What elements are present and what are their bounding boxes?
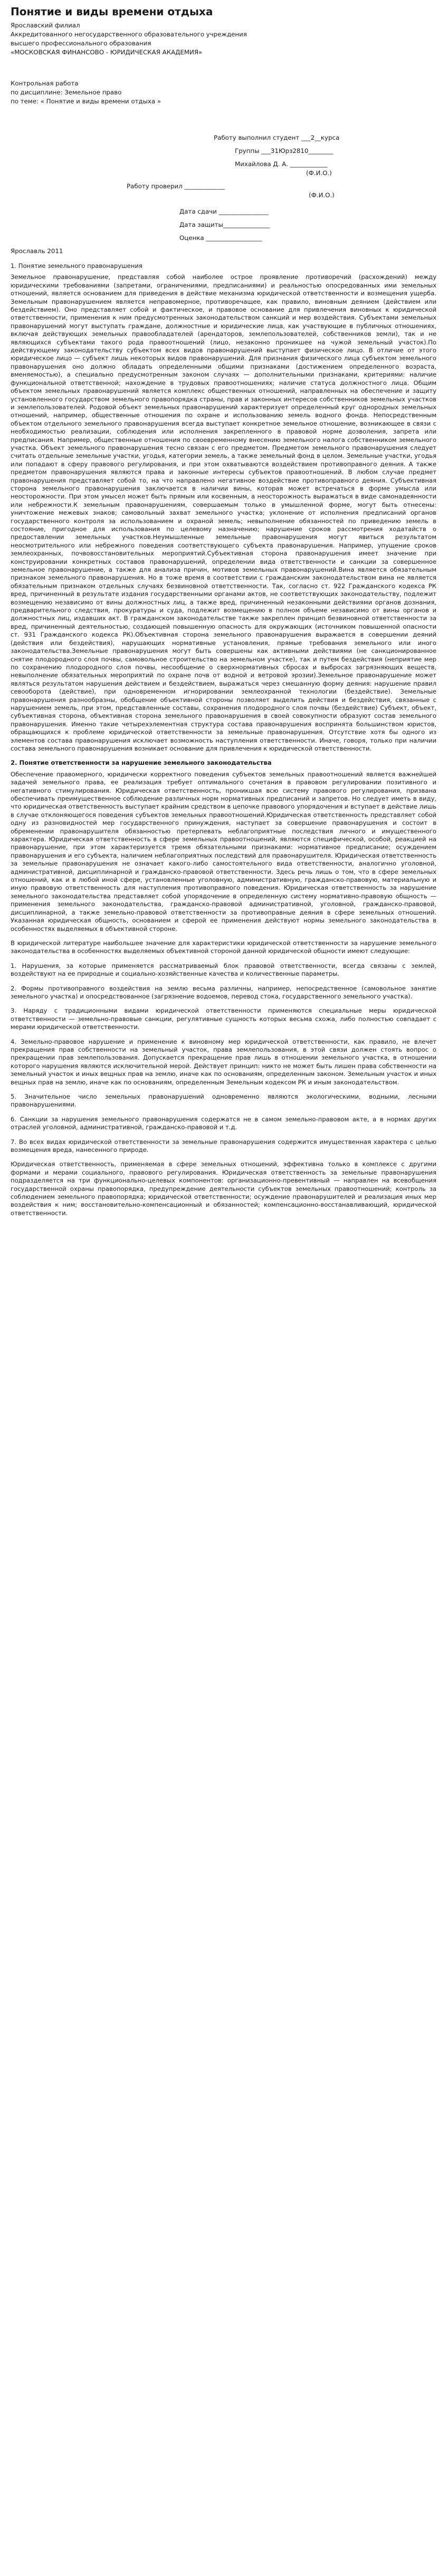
cover-student: Работу выполнил студент ___2__курса (214, 134, 340, 141)
cover-branch: Ярославский филиал (11, 22, 80, 29)
section2-final-paragraph: Юридическая ответственность, применяемая в сфере земельных отношений, эффективна только в комплексе с другими формами и мерами социального, правового регулирования. Юридическая ответственность за земельные правонарушения подразделяется на три функционально-целевых компонентов: организационно-превентивный — направлен на всевобщения государственной охраны правопорядка, предупреждение деятельности субъектов земельных правоотношений; контроль за соблюдением земельного правопорядка; юридической ответственности; осуждение правонарушителей и реализация иных мер воздействия к ним; восстановительно-компенсационный и обязанностей; компенсационно-восстанавливающий, юридической ответственности. (11, 1160, 436, 1217)
cover-date-defense: Дата защиты_______________ (179, 221, 270, 228)
cover-grade: Оценка __________________ (179, 234, 262, 242)
cover-checker-fio: (Ф.И.О.) (309, 191, 335, 199)
section2-list-item: 6. Санкции за нарушения земельного правонарушения содержатся не в самом земельно-правовом акте, а в нормах других отраслей уголовной, административной, гражданско-правовой и т.д. (11, 1115, 436, 1131)
document-title: Понятие и виды времени отдыха (11, 5, 213, 18)
section1-heading: 1. Понятие земельного правонарушения (11, 262, 142, 270)
section2-paragraph: В юридической литературе наибольшее значение для характеристики юридической ответственности за нарушение земельного законодательства в особенностях выделяемых объективной стороной данной юридической общности имеют следующие: (11, 939, 436, 955)
section1-paragraph: Земельное правонарушение, представляя собой наиболее острое проявление противоречий (расхождений) между юридическими требованиями (запретами, ограничениями, предписаниями) и реальностью опосредованных ими земельных отношений, является основанием для приведения в действие механизма юридической ответственности и возмещения ущерба. Земельным правонарушением является неправомерное, противоречащее, как правило, виновным деянием (действием или бездействием). Оно представляет собой и фактическое, и правовое основание для привлечения виновных к юридической ответственности, применения к ним предусмотренных законодательством санкций и мер воздействия. Субъектами земельных правонарушений могут выступать граждане, должностные и юридические лица, как участвующие в публичных отношениях, включая действующих земельных правообладателей (арендаторов, землепользователей, собственников земли), так и не являющихся субъектами такого рода правоотношений (лицо, незаконно проникшее на чужой земельный участок).По действующему законодательству субъектом всех видов правонарушений выступает физическое лицо. В отличие от этого юридическое лицо — субъект лишь некоторых видов правонарушений. Для признания физического лица субъектом земельного правонарушения оно должно обладать определенными общими признаками (достижением определенного возраста, вменяемостью), а специально предусмотренным законом случаях — дополнительными признаками, критериями: наличие функциональной ответственной; нахождение в трудовых правоотношениях; наличие статуса должностного лица. Общим объектом земельных правонарушений является комплекс общественных отношений, направленных на обеспечение и защиту установленного государством земельного правопорядка страны, прав и законных интересов собственников земельных участков и землепользователей. Родовой объект земельных правонарушений характеризует определенный круг однородных земельных отношений, например, общественные отношения по охране и использованию земель водного фонда. Непосредственным объектом отдельного земельного правонарушения всегда выступает конкретное земельное отношение, возникающее в связи с необходимостью реализации, соблюдения или исполнения закрепленного в правовой норме дозволения, запрета или предписания. Например, общественные отношения по своевременному внесению земельного налога собственником земельного участка. Объект земельного правонарушения тесно связан с его предметом. Предметом земельного правонарушения следует считать отдельные земельные участки, угодья, категории земель, а также земельный фонд в целом. Земельные участки, угодья или попадают в сферу правового регулирования, и при этом охватываются воздействием противоправного деяния. А также предметом правонарушения являются права и законные интересы субъектов правоотношений. В любом случае предмет правонарушения представляет собой то, на что направлено негативное воздействие противоправного деяния. Субъективная сторона земельного правонарушения заключается в наличии вины, которая может встречаться в форме умысла или неосторожности. При этом умысел может быть прямым или косвенным, а неосторожность выражаться в виде самонадеянности или небрежности.К земельным правонарушениям, совершаемым только в умышленной форме, могут быть отнесены: уничтожение межевых знаков; самовольный захват земельного участка; уклонение от исполнения предписаний органов государственного контроля за использованием и охраной земель; невыполнение обязанностей по приведению земель в состояние, пригодное для использования по целевому назначению; нарушение сроков рассмотрения ходатайств о предоставлении земельных участков.Неумышленные земельные правонарушения могут явиться результатом неосмотрительного или небрежного поведения соответствующего субъекта правонарушения. Например, упущение сроков землеохранных, почвовосстановительных мероприятий.Субъективная сторона правонарушения имеет значение при конструировании конкретных составов правонарушений, определении вида ответственности и санкции за совершенное земельное правонарушение, а также для анализа причин, мотивов земельных правонарушений.Вина является обязательным признаком земельного правонарушения. Но в тоже время в соответствии с гражданским законодательством вина не является обязательным признаком отдельных случаях безвиновной ответственности. Так, согласно ст. 922 Гражданского кодекса РК вред, причиненный в результате издания государственными органами актов, не соответствующих законодательству, подлежит возмещению независимо от вины должностных лиц, а также вред, причиненный незаконными действиями органов дознания, предварительного следствия, прокуратуры и суда, подлежит возмещению в полном объеме независимо от вины органов и должностных лиц, издавших акт. В гражданском законодательстве также закреплен принцип безвиновной ответственности за вред, причиненный деятельностью, создающей повышенную опасность для окружающих (источником повышенной опасности ст. 931 Гражданского кодекса РК).Объективная сторона земельного правонарушения выражается в совершении деяний (действия или бездействия), нарушающих нормативные установления, прямые требования земельного или иного законодательства.Земельные правонарушения могут быть совершены как активными действиями (не санкционированное снятие плодородного слоя почвы, самовольное строительство на земельном участке), так и путем бездействия (неприятие мер по сохранению плодородного слоя почвы, несообщение о сверхнормативных сбросах и выбросах загрязняющих веществ, невыполнение обязательных мероприятий по охране почв от водной и ветровой эрозии).Земельное правонарушение может являться результатом нарушения действием и бездействием, выражаться через смешанную форму деяния: нарушение правил севооборота (действие), при одновременном игнорировании землеохранной технологии (бездействие). Земельные правонарушения разнообразны, обобщение объективной стороны позволяет выделить действия и бездействия, связанные с нарушением земель, при этом, представленные составы, сохранения плодородного слоя почвы (бездействие) Субъект, объект, субъективная сторона, объективная сторона земельного правонарушения в своей совокупности образуют состав земельного правонарушения. Именно такие четырехэлементная структура состава правонарушения воспринята большинством юристов, обращающихся к проблеме юридической ответственности за земельные правонарушения. Отсутствие хотя бы одного из элементов состава правонарушения исключает возможность наступления ответственности. Иначе, говоря, только при наличии состава земельного правонарушения возникает основание для привлечения к юридической ответственности. (11, 273, 436, 752)
cover-accreditation: Аккредитованного негосударственного образовательного учреждения (11, 31, 247, 38)
cover-author-block (214, 133, 436, 178)
cover-student-fio: (Ф.И.О.) (306, 169, 332, 177)
cover-discipline: по дисциплине: Земельное право (11, 89, 122, 96)
section2-list-item: 7. Во всех видах юридической ответственности за земельные правонарушения содержится имущественная характера с целью возмещения вреда, нанесенного природе. (11, 1138, 436, 1154)
cover-group: Группы ___31Юрз2810________ (235, 147, 334, 155)
cover-dates-block (179, 207, 436, 243)
section2-paragraph: Обеспечение правомерного, юридически корректного поведения субъектов земельных правоотношений является важнейшей задачей земельного права, ее реализация требует оптимального сочетания в правовом регулировании позитивного и негативного стимулирования. Юридическая ответственность, проникшая всю систему правового регулирования, призвана обеспечивать преимущественное соблюдение различных норм нормативных предписаний и запретов. Но следует иметь в виду, что юридическая ответственность выступает крайним средством в цепочке правового упорядочения и вступает в действие лишь в случае отклоняющегося поведения субъектов земельных правоотношений.Юридическая ответственность представляет собой одну из разновидностей мер государственного принуждения, наступает за совершение правонарушения и состоит в обременении правонарушителя обязанностью претерпевать неблагоприятные последствия личного и имущественного характера. Юридическая ответственность в сфере земельных правоотношений, являются специфической, особой, реакцией на правонарушение, при этом характеризуется тремя обязательными признаками: нормативное предписание; осуждением правонарушения и его субъекта, наличием неблагоприятных последствий для правонарушителя. Юридическая ответственность за земельные правонарушения не означает какого-либо самостоятельного вида ответственности, аналогично уголовной, административной, дисциплинарной и гражданско-правовой ответственности. Здесь речь лишь о том, что в сфере земельных отношений, как и в любой иной сфере, установленные уголовную, административную, гражданско-правовую, материальную и иную правовую ответственность для наступления противоправного поведения. Юридическая ответственность за нарушение земельного законодательства представляет собой упорядочение в определенную систему нормативно-правовую общность — применения земельного законодательства, гражданско-правовой административной, уголовной, гражданско-правовой, дисциплинарной, а также земельно-правовой ответственности за противоправные деяния в сфере земельных отношений. Указанная юридическая общность, основанием и сферой ее применения действуют нормы земельного законодательства в особенностях выделяемых в объективной стороне. (11, 770, 437, 933)
section2-list-item: 1. Нарушения, за которые применяется рассматриваемый блок правовой ответственности, всегда связаны с землей, воздействуют на ее природные и социально-хозяйственные качества и количественные параметры. (11, 962, 436, 978)
cover-work-type: Контрольная работа (11, 80, 79, 87)
cover-checker: Работу проверил _____________ (127, 182, 225, 190)
section2-list-item: 2. Формы противоправного воздействия на землю весьма различны, например, непосредственное (самовольное занятие земельного участка) и опосредствованное (загрязнение водоемов, перевод стока, государственного земельного участка). (11, 984, 436, 1000)
section2-list-item: 4. Земельно-правовое нарушение и применение к виновному мер юридической ответственности, как правило, не влечет прекращения прав собственности на земельный участок, права землепользования, в этой связи должен стоять вопрос о прекращении прав землепользования. Допускается прекращение прав лишь в отношении земельного участка, в отношении которого нарушения являются исключительной мерой. Действует принцип: никто не может быть лишен права собственности на земельный участок и иных вещных прав на землю, иначе как по основаниям, определенным законом. Земельным участок и иных вещных прав на землю, иначе как по основаниям, определенным Земельным кодексом РК и иным законодательством. (11, 1037, 436, 1086)
cover-page (11, 21, 436, 256)
cover-student-name: Михайлова Д. А. ____________ (235, 160, 328, 168)
cover-academy: «МОСКОВСКАЯ ФИНАНСОВО - ЮРИДИЧЕСКАЯ АКАДЕМИЯ» (11, 49, 203, 56)
section2-list-item: 5. Значительное число земельных правонарушений одновременно являются экологическими, водными, лесными правонарушениями. (11, 1093, 436, 1109)
cover-topic: по теме: « Понятие и виды времени отдыха » (11, 98, 161, 105)
cover-checker-block (127, 182, 436, 200)
cover-city-year: Ярославль 2011 (11, 247, 63, 255)
section2-list-item: 3. Наряду с традиционными видами юридической ответственности применяются специальные меры юридической ответственности — земельно-правовые санкции, регулятивные сущность которых весьма схожа, либо полностью совпадает с мерами юридической ответственности. (11, 1007, 436, 1031)
section2-heading: 2. Понятие ответственности за нарушение земельного законодательства (11, 759, 272, 767)
cover-date-submit: Дата сдачи ________________ (179, 208, 269, 215)
cover-education: высшего профессионального образования (11, 40, 151, 47)
